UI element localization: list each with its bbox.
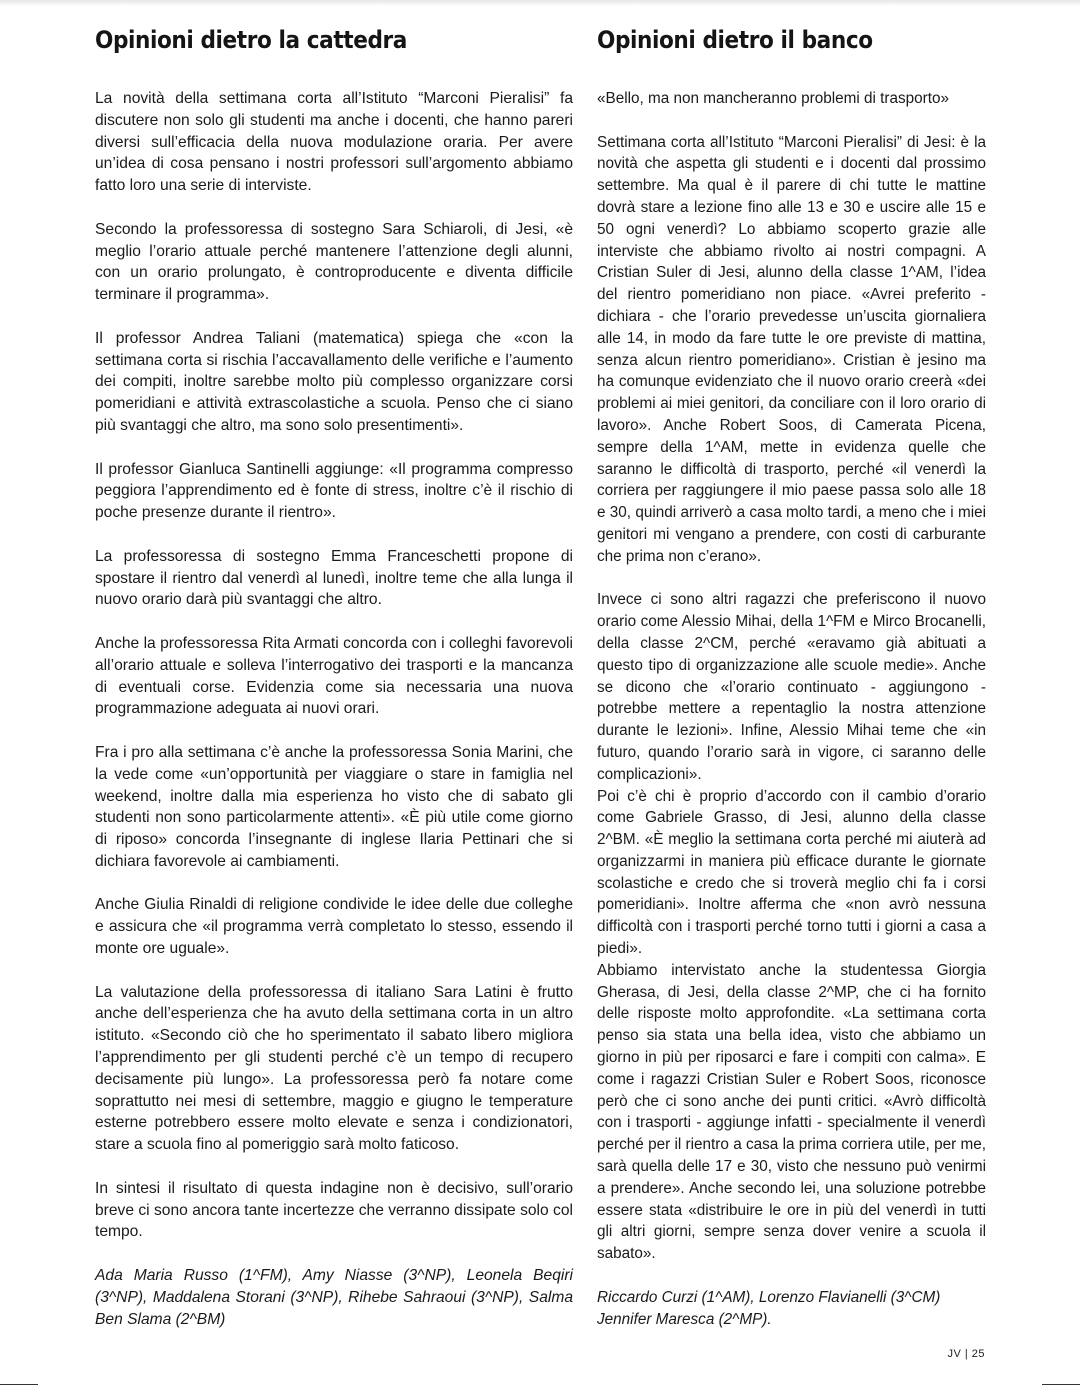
- right-signature-line: Riccardo Curzi (1^AM), Lorenzo Flavianelli (3^CM): [597, 1288, 941, 1306]
- page-top-edge: [0, 0, 1080, 6]
- left-paragraph: In sintesi il risultato di questa indagine non è decisivo, sull’orario breve ci sono ancora tante incertezze che verranno dissipate solo col tempo.: [95, 1179, 573, 1241]
- right-signature-line: Jennifer Maresca (2^MP).: [597, 1310, 772, 1328]
- left-paragraph: Il professor Andrea Taliani (matematica) spiega che «con la settimana corta si rischia l’accavallamento delle verifiche e l’aumento dei compiti, inoltre sarebbe molto più complesso organizzare corsi pomeridiani e attività extrascolastiche a scuola. Penso che ci siano più svantaggi che altro, ma sono solo presentimenti».: [95, 329, 573, 434]
- page-number: JV | 25: [947, 1348, 985, 1360]
- left-paragraph: Fra i pro alla settimana c’è anche la professoressa Sonia Marini, che la vede come «un’opportunità per viaggiare o stare in famiglia nel weekend, inoltre dalla mia esperienza ho visto che di sabato gli studenti non sono particolarmente attenti». «È più utile come giorno di riposo» concorda l’insegnante di inglese Ilaria Pettinari che si dichiara favorevole ai cambiamenti.: [95, 743, 573, 870]
- left-paragraph: Il professor Gianluca Santinelli aggiunge: «Il programma compresso peggiora l’apprendimento ed è fonte di stress, inoltre c’è il rischio di poche presenze durante il rientro».: [95, 460, 573, 522]
- right-paragraph: Abbiamo intervistato anche la studentessa Giorgia Gherasa, di Jesi, della classe 2^MP, che ci ha fornito delle risposte molto approfondite. «La settimana corta penso sia stata una bella idea, visto che abbiamo un giorno in più per riposarci e fare i compiti con calma». E come i ragazzi Cristian Suler e Robert Soos, riconosce però che ci sono anche dei punti critici. «Avrò difficoltà con i trasporti - aggiunge infatti - specialmente il venerdì perché per il rientro a casa la prima corriera utile, per me, sarà quella delle 17 e 30, visto che nessuno può venirmi a prendere». Anche secondo lei, una soluzione potrebbe essere stata «distribuire le ore in più del venerdì in tutti gli altri giorni, sempre senza dover venire a scuola il sabato».: [597, 961, 986, 1263]
- right-paragraph: Invece ci sono altri ragazzi che preferiscono il nuovo orario come Alessio Mihai, della 1^FM e Mirco Brocanelli, della classe 2^CM, perché «eravamo già abituati a questo tipo di organizzazione alle scuole medie». Anche se dicono che «l’orario continuato - aggiungono - potrebbe mettere a repentaglio la nostra attenzione durante le lezioni». Infine, Alessio Mihai teme che «in futuro, quando l’orario sarà in vigore, ci saranno delle complicazioni».: [597, 591, 986, 783]
- crop-mark-right: [1042, 1384, 1080, 1385]
- right-column: [597, 22, 986, 1330]
- left-column: [95, 22, 573, 1330]
- left-paragraph: Secondo la professoressa di sostegno Sara Schiaroli, di Jesi, «è meglio l’orario attuale perché mantenere l’attenzione degli alunni, con un orario prolungato, è controproducente e diventa difficile terminare il programma».: [95, 220, 573, 304]
- left-paragraph: Anche Giulia Rinaldi di religione condivide le idee delle due colleghe e assicura che «il programma verrà completato lo stesso, essendo il monte ore uguale».: [95, 896, 573, 958]
- left-paragraph: Anche la professoressa Rita Armati concorda con i colleghi favorevoli all’orario attuale e solleva l’interrogativo dei trasporti e la mancanza di eventuali corse. Evidenzia come sia necessaria una nuova programmazione adeguata ai nuovi orari.: [95, 634, 573, 718]
- left-author-signature: Ada Maria Russo (1^FM), Amy Niasse (3^NP), Leonela Beqiri (3^NP), Maddalena Storani (3^NP), Rihebe Sahraoui (3^NP), Salma Ben Slama (2^BM): [95, 1267, 573, 1328]
- right-paragraph: Poi c’è chi è proprio d’accordo con il cambio d’orario come Gabriele Grasso, di Jesi, alunno della classe 2^BM. «È meglio la settimana corta perché mi aiuterà ad organizzarmi in maniera più efficace durante le giornate scolastiche e credo che si troverà meglio chi fa i corsi pomeridiani». Inoltre afferma che «non avrò nessuna difficoltà con i trasporti perché torno tutti i giorni a casa a piedi».: [597, 787, 986, 958]
- right-subtitle-quote: «Bello, ma non mancheranno problemi di trasporto»: [597, 90, 950, 107]
- left-paragraph: La valutazione della professoressa di italiano Sara Latini è frutto anche dell’esperienza che ha avuto della settimana corta in un altro istituto. «Secondo ciò che ho sperimentato il sabato libero migliora l’apprendimento per gli studenti perché c’è un tempo di recupero decisamente più lungo». La professoressa però fa notare come soprattutto nei mesi di settembre, maggio e giugno le temperature esterne potrebbero essere molto elevate e senza i condizionatori, stare a scuola fino al pomeriggio sarà molto faticoso.: [95, 983, 573, 1154]
- left-paragraph: La professoressa di sostegno Emma Franceschetti propone di spostare il rientro dal venerdì al lunedì, inoltre teme che alla lunga il nuovo orario darà più svantaggi che altro.: [95, 547, 573, 609]
- left-article-title: Opinioni dietro la cattedra: [95, 26, 407, 54]
- right-author-signature: [597, 1287, 986, 1331]
- crop-mark-left: [0, 1384, 38, 1385]
- right-paragraph: Settimana corta all’Istituto “Marconi Pieralisi” di Jesi: è la novità che aspetta gli studenti e i docenti dal prossimo settembre. Ma qual è il parere di chi tutte le mattine dovrà stare a lezione fino alle 13 e 30 e uscire alle 15 e 50 ogni venerdì? Lo abbiamo scoperto grazie alle interviste che abbiamo rivolto ai nostri compagni. A Cristian Suler di Jesi, alunno della classe 1^AM, l’idea del rientro pomeridiano non piace. «Avrei preferito - dichiara - che l’orario prevedesse un’uscita giornaliera alle 14, in modo da fare tutte le ore previste di mattina, senza alcun rientro pomeridiano». Cristian è jesino ma ha comunque evidenziato che il nuovo orario creerà «dei problemi ai miei genitori, da conciliare con il loro orario di lavoro». Anche Robert Soos, di Camerata Picena, sempre della 1^AM, mette in evidenza quelle che saranno le difficoltà di trasporto, perché «il venerdì la corriera per raggiungere il mio paese passa solo alle 18 e 30, quindi arriverò a casa molto tardi, a meno che i miei genitori mi vengano a prendere, con costi di carburante che prima non c’erano».: [597, 133, 986, 565]
- right-article-title: Opinioni dietro il banco: [597, 26, 873, 54]
- left-paragraph: La novità della settimana corta all’Istituto “Marconi Pieralisi” fa discutere non solo gli studenti ma anche i docenti, che hanno pareri diversi sull’efficacia della nuova modulazione oraria. Per avere un’idea di cosa pensano i nostri professori sull’argomento abbiamo fatto loro una serie di interviste.: [95, 90, 573, 195]
